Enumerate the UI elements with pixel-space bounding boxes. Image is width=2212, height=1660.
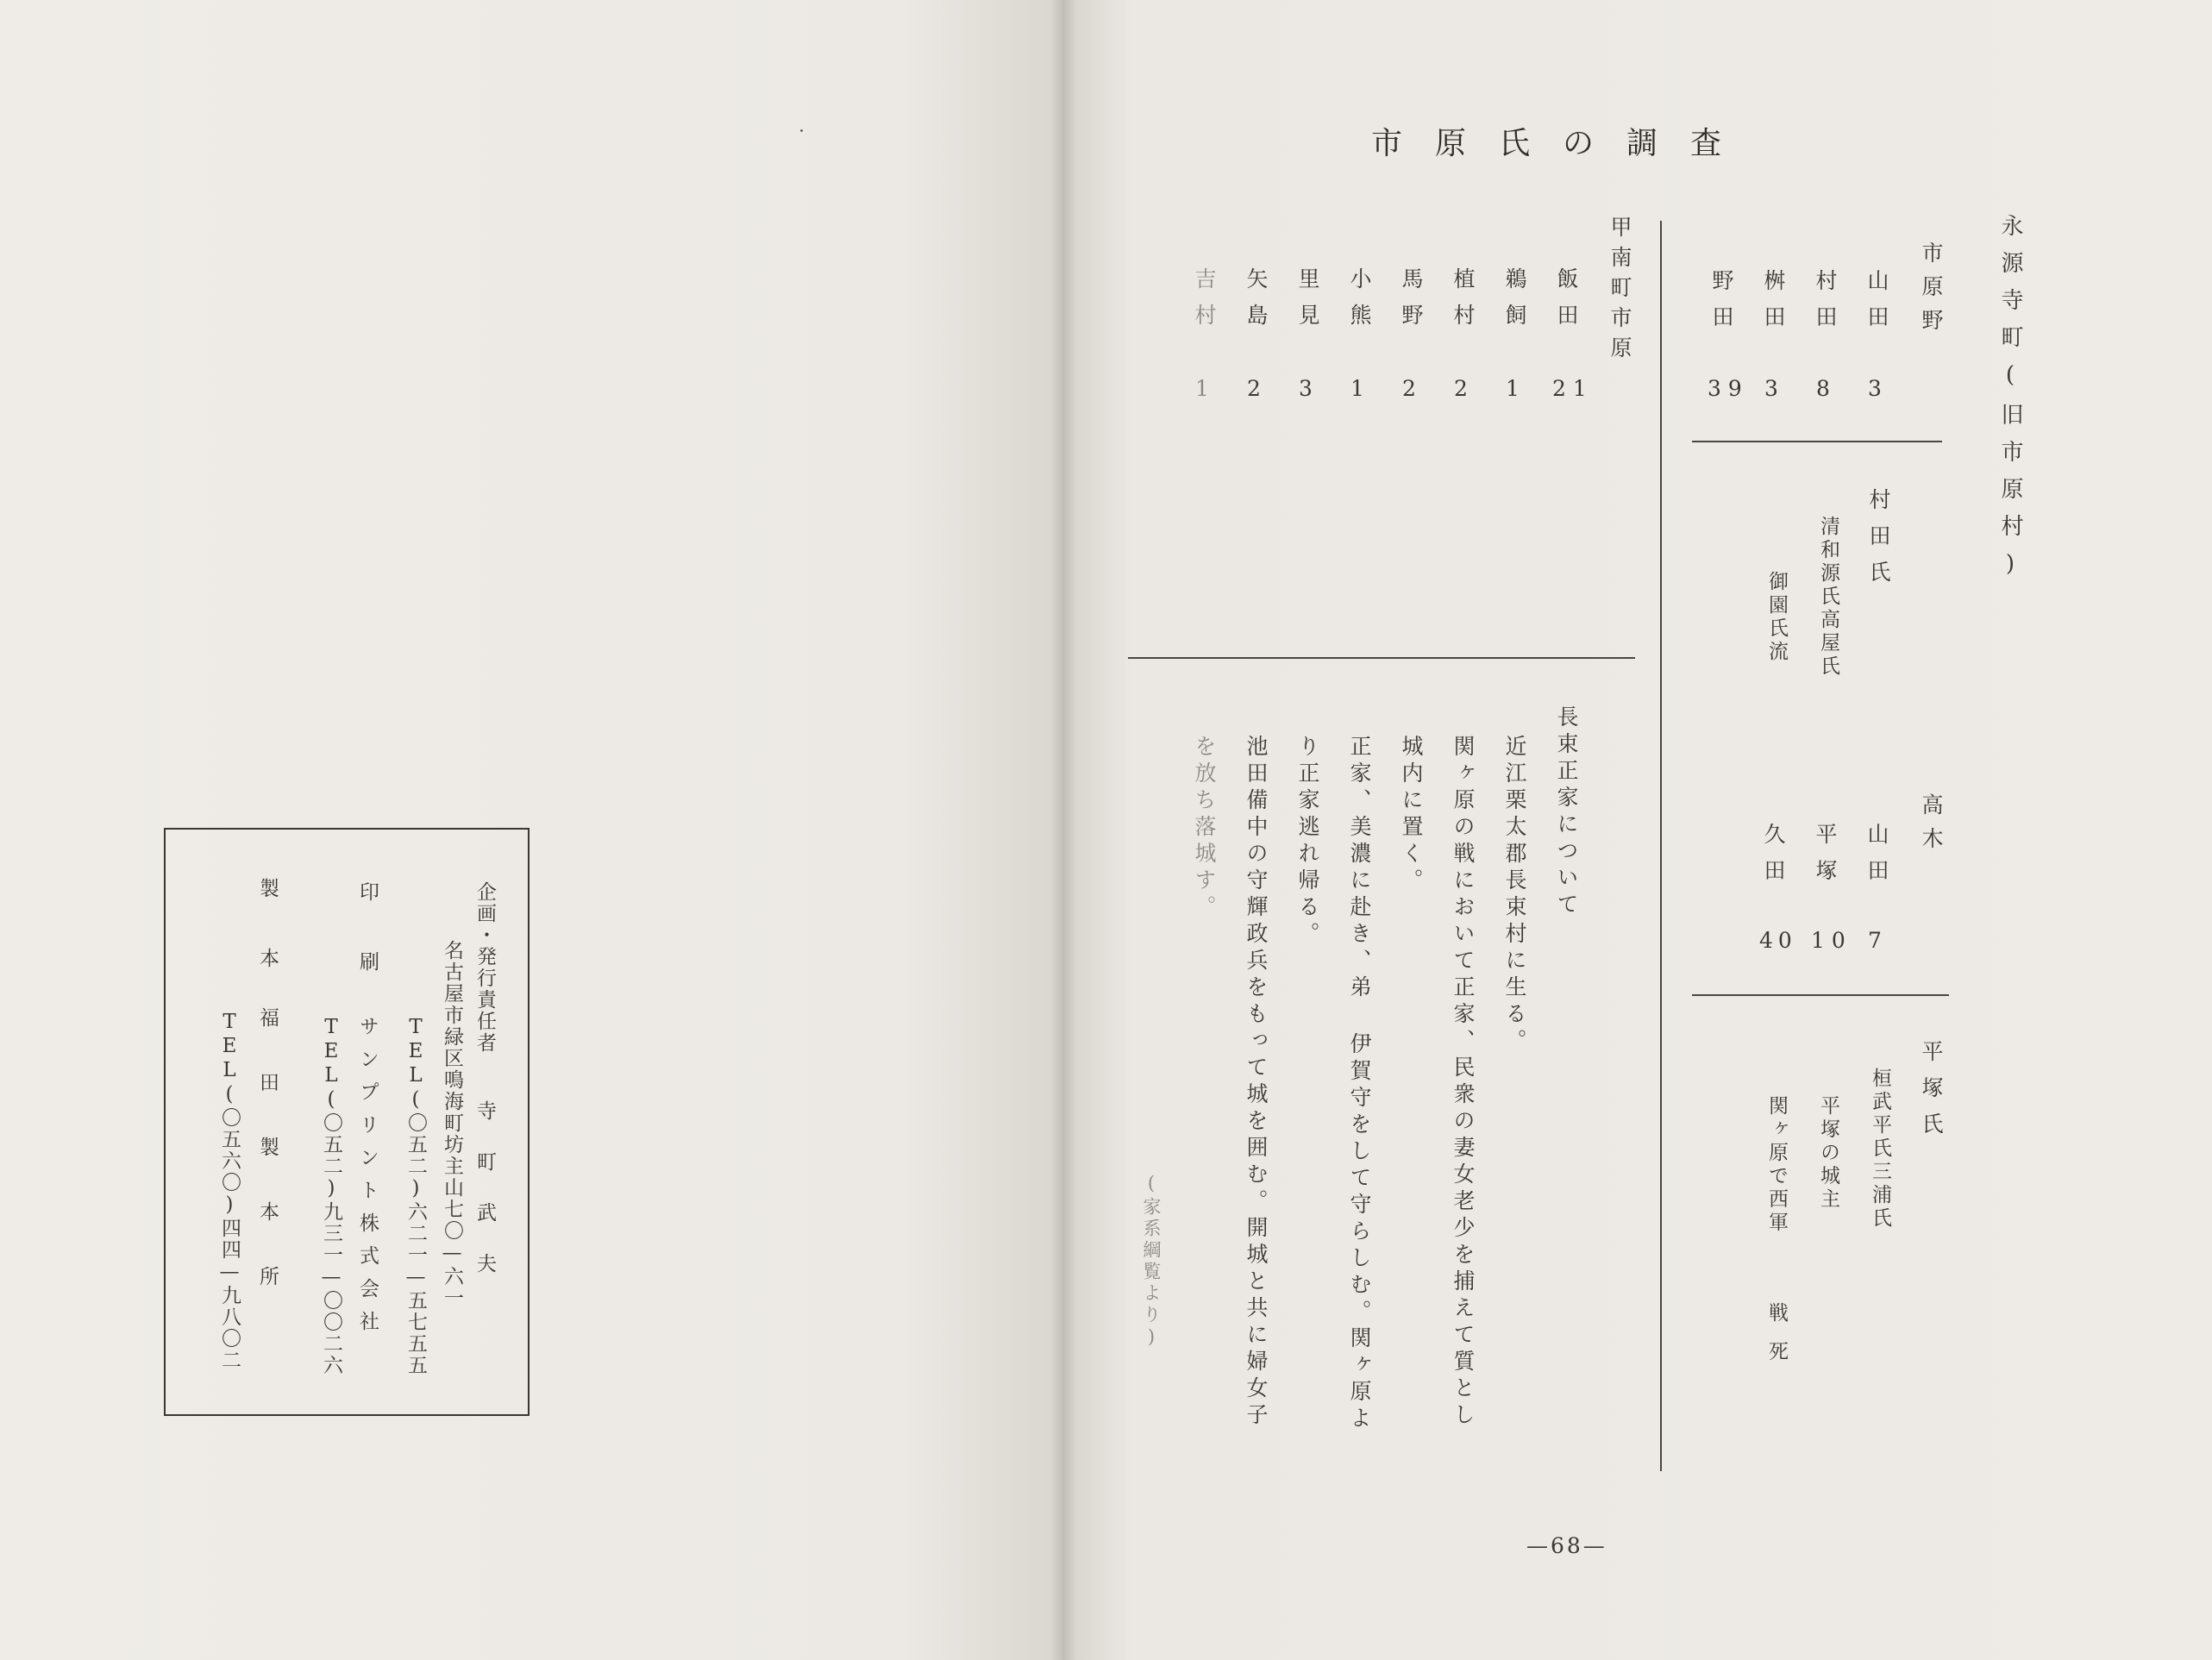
surname: 小熊	[1347, 267, 1372, 340]
count: 2	[1247, 376, 1268, 401]
count: 1	[1506, 376, 1526, 401]
colophon-address: 名古屋市緑区鳴海町坊主山七〇—六一	[441, 940, 463, 1309]
book-spine	[1050, 0, 1076, 1660]
natsuka-line: り正家逃れ帰る。	[1295, 735, 1320, 949]
natsuka-line: 池田備中の守輝政兵をもって城を囲む。開城と共に婦女子	[1244, 735, 1269, 1430]
right-page	[1062, 0, 2212, 1660]
surname: 矢島	[1244, 267, 1269, 340]
surname: 久田	[1761, 823, 1786, 895]
divider	[1692, 441, 1942, 442]
genealogy-line: 戦死	[1765, 1302, 1788, 1380]
page-title: 市原氏の調査	[1371, 126, 1755, 161]
count: 39	[1708, 376, 1749, 401]
genealogy-line: 清和源氏高屋氏	[1817, 516, 1839, 679]
surname: 鵜飼	[1502, 267, 1527, 340]
page-number: —68—	[1526, 1533, 1607, 1558]
group-label-ichihara-no: 市原野	[1919, 241, 1944, 342]
natsuka-line: 城内に置く。	[1399, 735, 1424, 895]
colophon-binder-tel: TEL(〇五六〇)四四—九八〇二	[218, 1011, 241, 1371]
count: 3	[1299, 376, 1319, 401]
colophon-binding-label: 製本	[256, 878, 279, 1018]
genealogy-line: 桓武平氏三浦氏	[1869, 1068, 1891, 1231]
count: 3	[1868, 376, 1889, 401]
surname: 野田	[1709, 269, 1734, 341]
genealogy-title-hiratsuka: 平塚氏	[1919, 1040, 1944, 1149]
genealogy-title-murata: 村田氏	[1866, 488, 1891, 597]
colophon-print-label: 印刷	[356, 881, 379, 1021]
count: 21	[1552, 376, 1594, 401]
count: 10	[1811, 928, 1852, 953]
colophon-printer: サンプリント株式会社	[356, 1016, 379, 1344]
count: 2	[1454, 376, 1475, 401]
surname: 飯田	[1554, 267, 1579, 340]
left-page	[0, 0, 1062, 1660]
surname: 山田	[1864, 823, 1889, 895]
section-divider	[1660, 221, 1662, 1471]
colophon-planner-name: 寺町武夫	[473, 1100, 496, 1304]
count: 1	[1350, 376, 1371, 401]
genealogy-line: 関ヶ原で西軍	[1765, 1095, 1788, 1235]
natsuka-title: 長束正家について	[1554, 705, 1579, 919]
colophon-planner-tel: TEL(〇五二)六二一—五七五五	[404, 1016, 427, 1376]
source-note: (家系綱覧より)	[1141, 1173, 1162, 1350]
surname: 村田	[1813, 269, 1838, 341]
natsuka-line: を放ち落城す。	[1192, 735, 1217, 922]
section-heading-eigenji: 永源寺町(旧市原村)	[1997, 214, 2023, 592]
count: 8	[1816, 376, 1837, 401]
surname: 植村	[1451, 267, 1476, 340]
natsuka-line: 関ヶ原の戦において正家、民衆の妻女老少を捕えて質とし	[1451, 735, 1476, 1430]
paper-speck	[800, 129, 803, 132]
colophon-printer-tel: TEL(〇五二)九三一—〇〇二六	[320, 1016, 342, 1376]
genealogy-line: 御園氏流	[1765, 571, 1788, 664]
divider	[1128, 657, 1635, 659]
group-label-takagi: 高木	[1919, 793, 1944, 861]
count: 7	[1868, 928, 1889, 953]
section-heading-konan: 甲南町市原	[1607, 216, 1632, 366]
natsuka-line: 近江栗太郡長束村に生る。	[1502, 735, 1527, 1056]
count: 40	[1759, 928, 1797, 953]
divider	[1692, 994, 1949, 996]
surname: 山田	[1864, 269, 1889, 341]
count: 1	[1195, 376, 1216, 401]
surname: 桝田	[1761, 269, 1786, 341]
genealogy-line: 平塚の城主	[1817, 1095, 1839, 1212]
colophon-planning-label: 企画・発行責任者	[473, 881, 496, 1054]
natsuka-line: 正家、美濃に赴き、弟 伊賀守をして守らしむ。関ヶ原よ	[1347, 735, 1372, 1433]
surname: 里見	[1295, 267, 1320, 340]
surname: 平塚	[1813, 823, 1838, 895]
count: 2	[1402, 376, 1423, 401]
surname: 馬野	[1399, 267, 1424, 340]
count: 3	[1764, 376, 1785, 401]
colophon-binder: 福田製本所	[256, 1007, 279, 1331]
surname: 吉村	[1192, 267, 1217, 340]
